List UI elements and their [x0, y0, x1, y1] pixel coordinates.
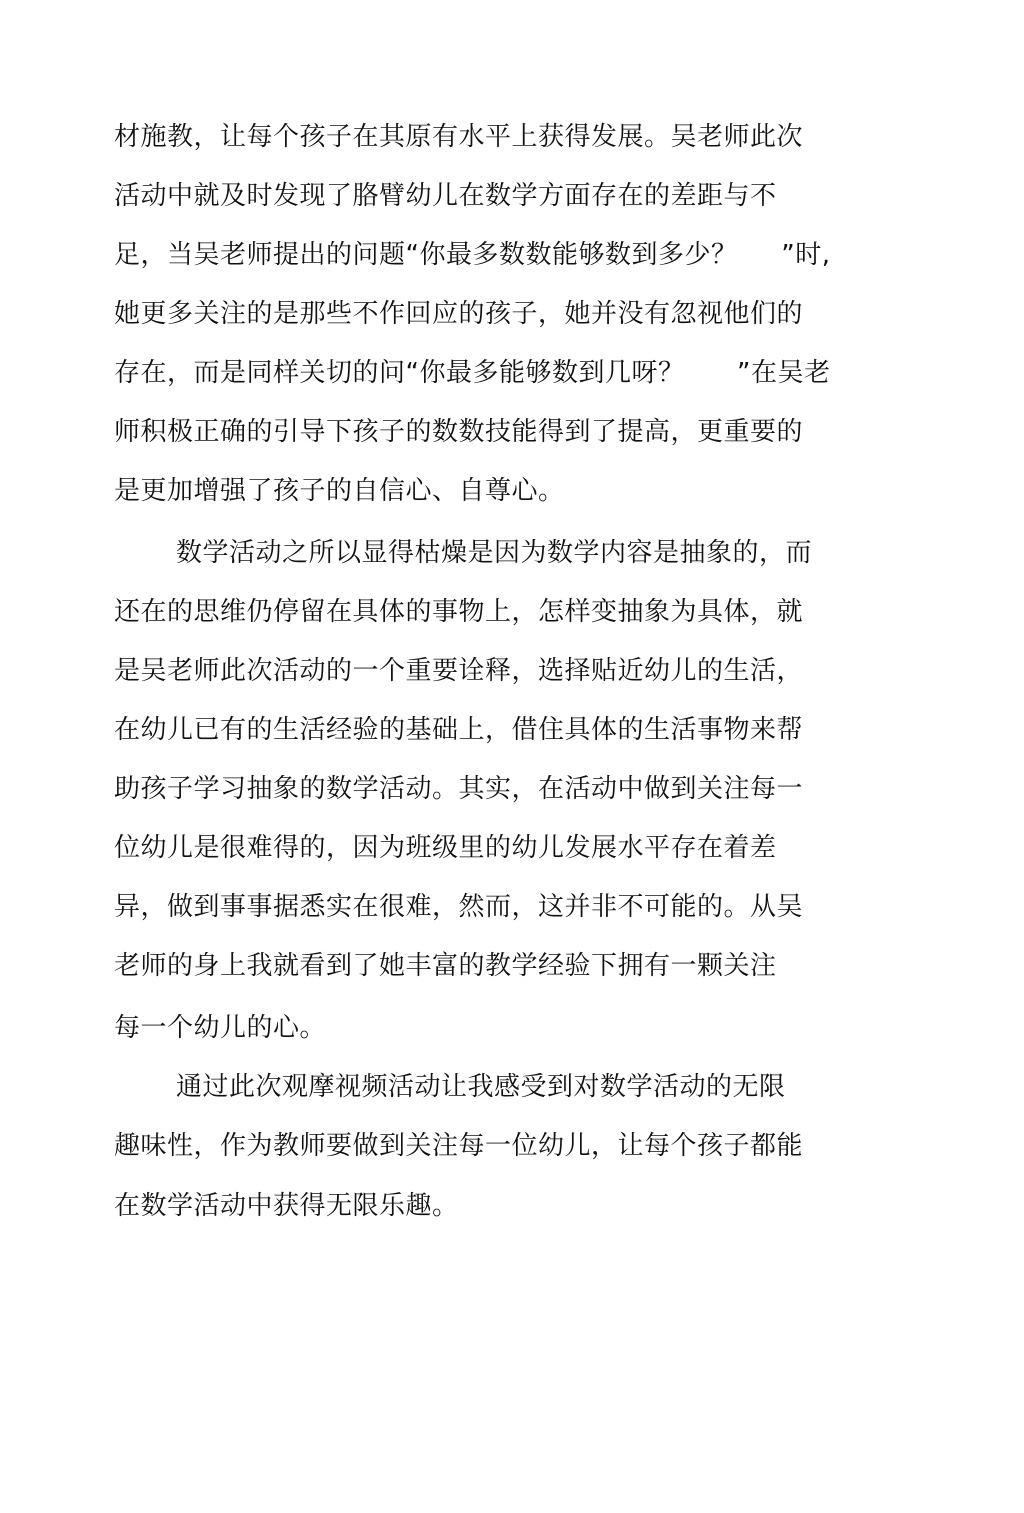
- text-line: 材施教，让每个孩子在其原有水平上获得发展。吴老师此次: [114, 122, 804, 152]
- text-line: 助孩子学习抽象的数学活动。其实，在活动中做到关注每一: [114, 774, 804, 804]
- text-line: 师积极正确的引导下孩子的数数技能得到了提高，更重要的: [114, 417, 804, 447]
- text-line: 在幼儿已有的生活经验的基础上，借住具体的生活事物来帮: [114, 715, 804, 745]
- paragraph-start-line: 通过此次观摩视频活动让我感受到对数学活动的无限: [176, 1072, 786, 1102]
- text-line: 是吴老师此次活动的一个重要诠释，选择贴近幼儿的生活，: [114, 656, 804, 686]
- text-line: 异，做到事事据悉实在很难，然而，这并非不可能的。从吴: [114, 892, 804, 922]
- text-line: 每一个幼儿的心。: [114, 1013, 327, 1043]
- text-line: 足，当吴老师提出的问题“你最多数数能够数到多少？ ”时,: [114, 240, 831, 270]
- text-line: 老师的身上我就看到了她丰富的教学经验下拥有一颗关注: [114, 951, 777, 981]
- text-line: 还在的思维仍停留在具体的事物上，怎样变抽象为具体，就: [114, 597, 804, 627]
- text-line: 是更加增强了孩子的自信心、自尊心。: [114, 476, 565, 506]
- text-line: 在数学活动中获得无限乐趣。: [114, 1191, 459, 1221]
- text-line: 她更多关注的是那些不作回应的孩子，她并没有忽视他们的: [114, 299, 804, 329]
- text-line: 位幼儿是很难得的，因为班级里的幼儿发展水平存在着差: [114, 833, 777, 863]
- text-line: 活动中就及时发现了胳臂幼儿在数学方面存在的差距与不: [114, 181, 777, 211]
- paragraph-start-line: 数学活动之所以显得枯燥是因为数学内容是抽象的，而: [176, 538, 813, 568]
- text-line: 趣味性，作为教师要做到关注每一位幼儿，让每个孩子都能: [114, 1131, 804, 1161]
- text-line: 存在，而是同样关切的问“你最多能够数到几呀？ ”在吴老: [114, 358, 831, 388]
